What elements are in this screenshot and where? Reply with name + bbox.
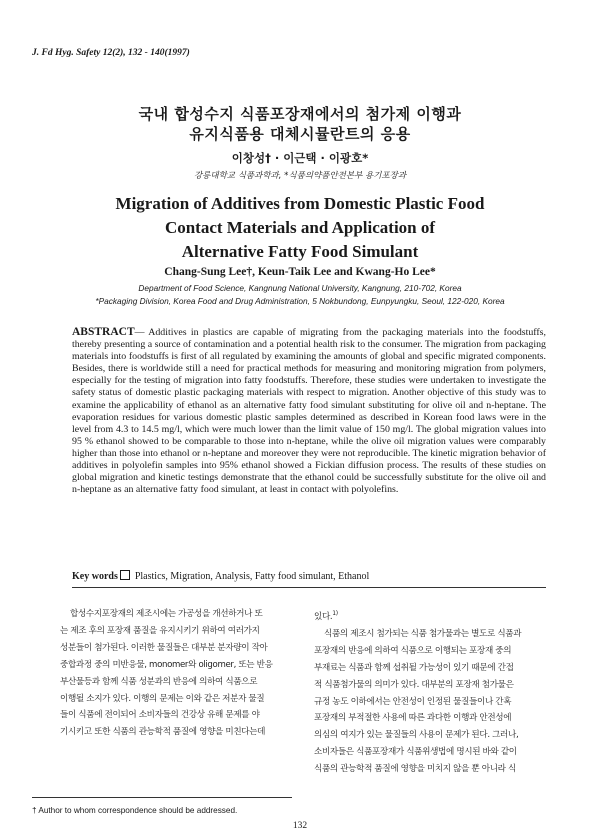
english-affiliation-2: *Packaging Division, Korea Food and Drug Administration, 5 Nokbundong, Eunpyungku, Seoul, 122-020, Korea [95, 296, 505, 306]
body-line: 부산물등과 함께 식품 성분과의 반응에 의하여 식품으로 [60, 676, 258, 687]
reference-superscript: 1) [332, 610, 338, 617]
body-right-column [314, 606, 553, 778]
keywords-label: Key words [72, 571, 118, 582]
page-number: 132 [292, 821, 308, 831]
journal-citation: J. Fd Hyg. Safety 12(2), 132 - 140(1997) [32, 48, 190, 58]
korean-affiliation: 강릉대학교 식품과학과, *식품의약품안전본부 용기포장과 [193, 171, 407, 181]
body-line: 적 식품첨가물의 의미가 있다. 대부분의 포장재 첨가물은 [314, 679, 514, 690]
body-line: 소비자들은 식품포장재가 식품위생법에 명시된 바와 같이 [314, 747, 517, 758]
checkbox-square-icon [120, 570, 130, 580]
body-line: 식품의 관능학적 품질에 영향을 미치지 않을 뿐 아니라 식 [314, 764, 516, 775]
keywords [72, 570, 369, 582]
english-title-line-1: Migration of Additives from Domestic Plastic Food [115, 194, 485, 213]
korean-title-line-1: 국내 합성수지 식품포장재에서의 첨가제 이행과 [138, 105, 462, 123]
body-line: 합성수지포장재의 제조시에는 가공성을 개선하거나 또 [70, 609, 263, 619]
body-line-text: 있다. [314, 612, 333, 622]
abstract-body: — Additives in plastics are capable of migrating from the packaging materials into the foodstuffs, thereby presenting a source of contamination and a potential health risk to the consumer. The migration from packaging materials into foodstuffs is first of all regulated by examining the amounts of global and specific migrated components. Besides, there is worldwide still a need for practical methods for measuring and monitoring migration from polymers, especially for the testing of migration into fatty foodstuffs. Therefore, these studies were undertaken to investigate the safety status of domestic plastic packaging materials with respect to migration. Another objective of this study was to examine the applicability of ethanol as an alternative fatty food simulant substituting for olive oil and n-heptane. The evaporation residues for various domestic plastic samples determined as described in Korean food laws were in the level from 4.3 to 14.5 mg/l, which were much lower than the limit value of 150 mg/l. The global migration values into 95 % ethanol showed to be comparable to those into n-heptane, while the olive oil migration values were comparably higher than those into ethanol or n-heptane and moreover they were not reproducible. The kinetic migration behavior of additives in polyolefin samples into 95% ethanol showed a Fickian diffusion process. The results of these studies on global migration and kinetic testings demonstrate that the ethanol could be successfully substitute for the olive oil and n-heptane as an alternative fatty food simulant, at least in contact with polyolefins. [72, 327, 546, 496]
section-divider [72, 587, 546, 588]
korean-title-line-2: 유지식품용 대체시뮬란트의 응용 [189, 125, 411, 143]
keywords-text: Plastics, Migration, Analysis, Fatty food simulant, Ethanol [134, 571, 370, 582]
abstract-label: ABSTRACT [72, 326, 135, 338]
body-line: 식품의 제조시 첨가되는 식품 첨가물과는 별도로 식품과 [324, 628, 522, 639]
body-line: 이행될 소지가 있다. 이행의 문제는 이와 같은 저분자 물질 [60, 693, 265, 704]
body-line: 중합과정 중의 미반응물, monomer와 oligomer, 또는 반응 [60, 659, 273, 670]
english-title-line-3: Alternative Fatty Food Simulant [181, 242, 419, 261]
footnote: † Author to whom correspondence should be addressed. [32, 806, 238, 815]
english-title-line-2: Contact Materials and Application of [164, 218, 436, 237]
body-line: 부재료는 식품과 함께 섭취될 가능성이 있기 때문에 간접 [314, 662, 514, 673]
korean-authors: 이창성† · 이근택 · 이광호* [231, 151, 369, 165]
abstract [72, 326, 546, 496]
body-line: 는 제조 후의 포장재 품질을 유지시키기 위하여 여러가지 [60, 625, 260, 636]
body-left-column [60, 606, 299, 741]
body-line [314, 606, 553, 626]
english-affiliation-1: Department of Food Science, Kangnung National University, Kangnung, 210-702, Korea [138, 283, 462, 293]
body-line: 들이 식품에 전이되어 소비자들의 건강상 유해 문제를 야 [60, 710, 260, 721]
footnote-divider [32, 797, 292, 798]
body-line: 기시키고 또한 식품의 관능학적 품질에 영향을 미친다는데 [60, 727, 266, 738]
body-line: 포장재의 반응에 의하여 식품으로 이행되는 포장재 중의 [314, 645, 512, 656]
body-line: 규정 농도 이하에서는 안전성이 인정된 물질들이나 간혹 [314, 696, 512, 707]
body-line: 성분들이 첨가된다. 이러한 물질들은 대부분 분자량이 작아 [60, 642, 268, 653]
english-authors: Chang-Sung Lee†, Keun-Taik Lee and Kwang-Ho Lee* [164, 266, 436, 278]
body-line: 의심의 여지가 있는 물질들의 사용이 문제가 된다. 그러나, [314, 730, 519, 741]
body-line: 포장재의 부적절한 사용에 따른 과다한 이행과 안전성에 [314, 713, 512, 724]
